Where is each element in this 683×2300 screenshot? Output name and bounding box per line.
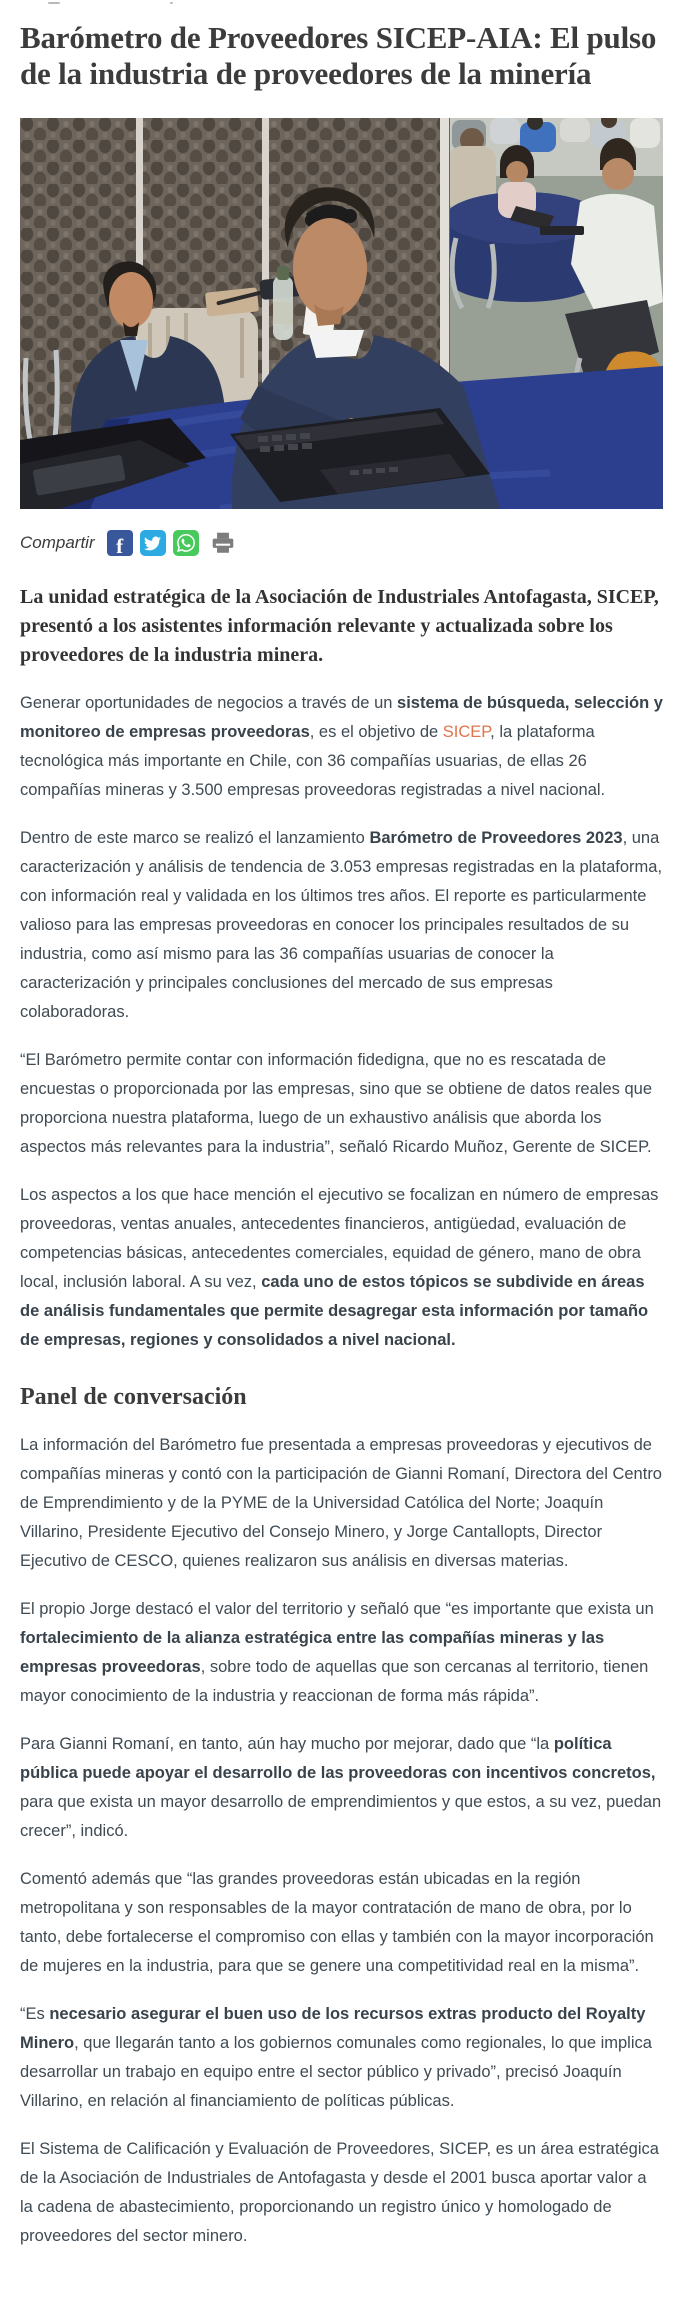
sicep-link[interactable]: SICEP — [442, 723, 491, 741]
body-text: , sobre todo de aquellas que son cercanas al territorio, tienen mayor conocimiento de la industria y reaccionan de forma más rápida”. — [20, 1658, 649, 1705]
article-paragraph — [20, 2135, 663, 2251]
body-text: , es el objetivo de — [309, 723, 443, 741]
twitter-share-button[interactable] — [140, 530, 166, 556]
bold-text: política pública puede apoyar el desarrollo de las proveedoras con incentivos concretos, — [20, 1735, 656, 1782]
bold-text: sistema de búsqueda, selección y monitoreo de empresas proveedoras — [20, 694, 663, 741]
body-text: , una caracterización y análisis de tendencia de 3.053 empresas registradas en la plataforma, con información real y validada en los últimos tres años. El reporte es particularmente valioso para las empresas proveedoras en conocer los principales resultados de su industria, como así mismo para las 36 compañías usuarias de conocer la caracterización y principales conclusiones del mercado de sus empresas colaboradoras. — [20, 829, 663, 1021]
body-text: La información del Barómetro fue presentada a empresas proveedoras y ejecutivos de compañías mineras y contó con la participación de Gianni Romaní, Directora del Centro de Emprendimiento y de la PYME de la Universidad Católica del Norte; Joaquín Villarino, Presidente Ejecutivo del Consejo Minero, y Jorge Cantallopts, Director Ejecutivo de CESCO, quienes realizaron sus análisis en diversas materias. — [20, 1436, 662, 1570]
article-body-panel — [20, 1431, 663, 2251]
whatsapp-icon — [177, 534, 195, 552]
bold-text: Barómetro de Proveedores 2023 — [369, 829, 623, 847]
article-paragraph — [20, 1046, 663, 1162]
article-paragraph — [20, 1431, 663, 1576]
article-paragraph — [20, 1730, 663, 1846]
body-text: , que llegarán tanto a los gobiernos comunales como regionales, lo que implica desarrollar un trabajo en equipo entre el sector público y privado”, precisó Joaquín Villarino, en relación al financiamiento de políticas públicas. — [20, 2034, 652, 2110]
body-text: “El Barómetro permite contar con información fidedigna, que no es rescatada de encuestas o proporcionada por las empresas, sino que se obtiene de datos reales que proporciona nuestra plataforma, luego de un exhaustivo análisis que aborda los aspectos más relevantes para la industria”, señaló Ricardo Muñoz, Gerente de SICEP. — [20, 1051, 652, 1156]
facebook-share-button[interactable] — [107, 530, 133, 556]
body-text: Comentó además que “las grandes proveedoras están ubicadas en la región metropolitana y son responsables de la mayor contratación de mano de obra, por lo tanto, debe fortalecerse el compromiso con ellas y también con la mayor incorporación de mujeres en la industria, para que se genere una competitividad real en la misma”. — [20, 1870, 654, 1975]
body-text: para que exista un mayor desarrollo de emprendimientos y que estos, a su vez, puedan crecer”, indicó. — [20, 1793, 662, 1840]
body-text: “Es — [20, 2005, 50, 2023]
article-paragraph — [20, 1865, 663, 1981]
twitter-icon — [144, 535, 161, 552]
article-photo — [20, 118, 663, 509]
body-text: Generar oportunidades de negocios a través de un — [20, 694, 398, 712]
article-paragraph — [20, 689, 663, 805]
article-paragraph — [20, 1595, 663, 1711]
facebook-icon: f — [116, 533, 124, 558]
article-paragraph — [20, 2000, 663, 2116]
event-photo-illustration — [20, 118, 663, 509]
bold-text: cada uno de estos tópicos se subdivide en áreas de análisis fundamentales que permite desagregar esta información por tamaño de empresas, regiones y consolidados a nivel nacional. — [20, 1273, 649, 1349]
section-heading: Panel de conversación — [20, 1384, 247, 1410]
article-paragraph — [20, 824, 663, 1027]
body-text: , la plataforma tecnológica más importante en Chile, con 36 compañías usuarias, de ellas 26 compañías mineras y 3.500 empresas proveedoras registradas a nivel nacional. — [20, 723, 606, 799]
whatsapp-share-button[interactable] — [173, 530, 199, 556]
article-body-top — [20, 689, 663, 1355]
share-label: Compartir — [20, 533, 95, 552]
body-text: Dentro de este marco se realizó el lanzamiento — [20, 829, 370, 847]
article-paragraph — [20, 1181, 663, 1355]
body-text: Los aspectos a los que hace mención el ejecutivo se focalizan en número de empresas proveedoras, ventas anuales, antecedentes financieros, antigüedad, evaluación de competencias básicas, antecedentes comerciales, equidad de género, mano de obra local, inclusión laboral. A su vez, — [20, 1186, 659, 1291]
article-title: Barómetro de Proveedores SICEP-AIA: El pulso de la industria de proveedores de la minería — [20, 20, 657, 91]
clipped-text-remnant — [20, 0, 663, 7]
printer-icon — [209, 530, 237, 556]
body-text: El propio Jorge destacó el valor del territorio y señaló que “es importante que exista un — [20, 1600, 654, 1618]
article-lede: La unidad estratégica de la Asociación de Industriales Antofagasta, SICEP, presentó a los asistentes información relevante y actualizada sobre los proveedores de la industria minera. — [20, 586, 659, 666]
print-button[interactable] — [208, 529, 238, 557]
share-bar — [20, 529, 663, 557]
bold-text: necesario asegurar el buen uso de los recursos extras producto del Royalty Minero — [20, 2005, 646, 2052]
body-text: El Sistema de Calificación y Evaluación de Proveedores, SICEP, es un área estratégica de la Asociación de Industriales de Antofagasta y desde el 2001 busca aportar valor a la cadena de abastecimiento, proporcionando un registro único y homologado de proveedores del sector minero. — [20, 2140, 659, 2245]
body-text: Para Gianni Romaní, en tanto, aún hay mucho por mejorar, dado que “la — [20, 1735, 554, 1753]
bold-text: fortalecimiento de la alianza estratégica entre las compañías mineras y las empresas proveedoras — [20, 1629, 605, 1676]
